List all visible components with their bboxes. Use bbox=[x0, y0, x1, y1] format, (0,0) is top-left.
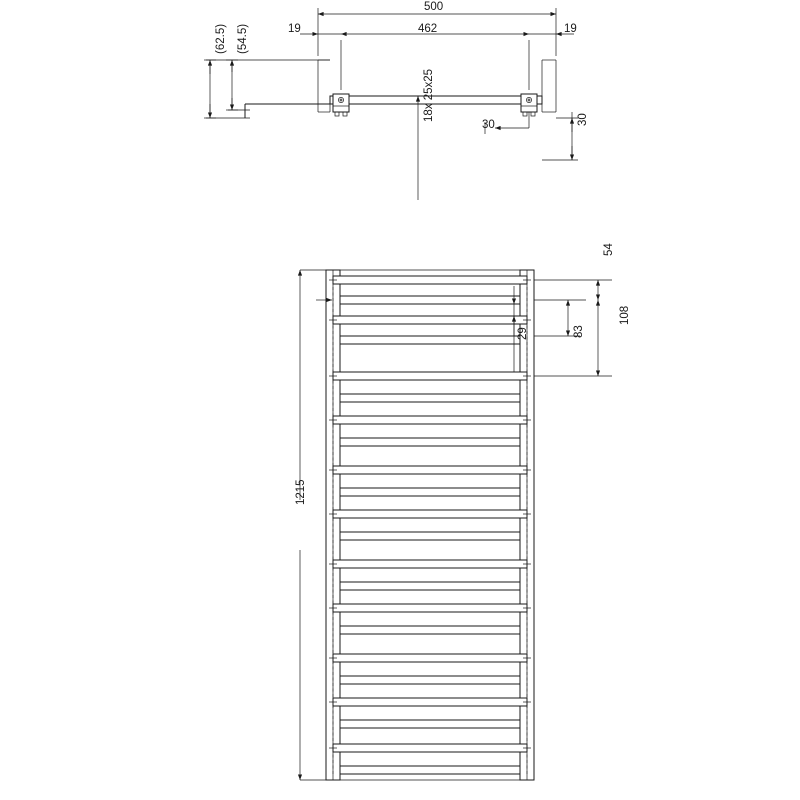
dim-overall-height-label: 1215 bbox=[295, 479, 307, 505]
dim-overall-width-label: 500 bbox=[424, 1, 444, 13]
note-tube-count-label: 18x 25x25 bbox=[423, 68, 435, 122]
dim-rail-gap-label: 29 bbox=[517, 327, 529, 340]
dim-pair-spacing-label: 83 bbox=[573, 325, 585, 338]
dim-left-offset-label: 19 bbox=[288, 23, 301, 35]
dim-bracket-edge-label: 30 bbox=[577, 113, 589, 126]
dim-top-spacing-label: 54 bbox=[603, 243, 615, 256]
dim-bracket-inset-label: 30 bbox=[482, 119, 495, 131]
dim-right-offset-label: 19 bbox=[564, 23, 577, 35]
dim-depth-54-5-label: (54.5) bbox=[237, 23, 249, 54]
dim-group-spacing-label: 108 bbox=[619, 305, 631, 325]
dim-bracket-centres-label: 462 bbox=[418, 23, 438, 35]
dim-depth-62-5-label: (62.5) bbox=[215, 23, 227, 54]
front-view-geometry bbox=[326, 270, 534, 780]
top-view-geometry bbox=[245, 60, 556, 118]
